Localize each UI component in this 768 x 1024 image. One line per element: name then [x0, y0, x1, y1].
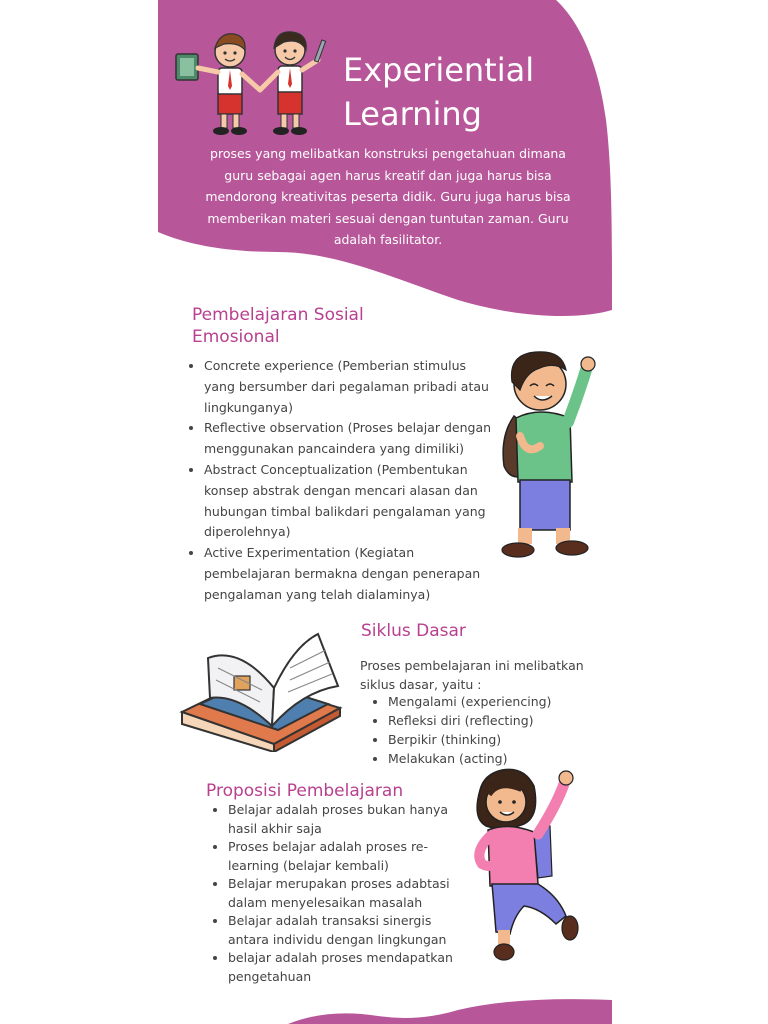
- list-item: • Refleksi diri (reflecting): [388, 711, 612, 730]
- open-book-illustration: [178, 628, 348, 752]
- infographic-page: [158, 0, 612, 1024]
- list-item: • belajar adalah proses mendapatkan pengetahuan: [228, 949, 458, 986]
- jumping-girl-illustration: [468, 766, 598, 966]
- title-line-1: Experiential: [343, 51, 535, 89]
- list-item: • Proses belajar adalah proses re-learning (belajar kembali): [228, 838, 458, 875]
- title-line-2: Learning: [343, 95, 482, 133]
- siklus-dasar-intro: Proses pembelajaran ini melibatkan siklus dasar, yaitu :: [360, 658, 584, 692]
- siklus-dasar-list: [366, 692, 612, 768]
- list-item: • Reflective observation (Proses belajar dengan menggunakan pancaindera yang dimiliki): [204, 418, 494, 460]
- students-illustration: [172, 28, 332, 140]
- sosial-emosional-list: [182, 356, 494, 606]
- intro-paragraph: proses yang melibatkan konstruksi pengetahuan dimana guru sebagai agen harus kreatif dan juga harus bisa mendorong kreativitas peserta didik. Guru juga harus bisa memberikan materi sesuai dengan tuntutan zaman. Guru adalah fasilitator.: [205, 146, 571, 247]
- list-item: • Belajar adalah transaksi sinergis antara individu dengan lingkungan: [228, 912, 458, 949]
- list-item: • Abstract Conceptualization (Pembentukan konsep abstrak dengan mencari alasan dan hubungan timbal balikdari pengalaman yang diperolehnya): [204, 460, 494, 543]
- section-title-sosial-emosional: Pembelajaran Sosial Emosional: [192, 305, 364, 347]
- list-item: • Berpikir (thinking): [388, 730, 612, 749]
- list-item: • Concrete experience (Pemberian stimulus yang bersumber dari pegalaman pribadi atau lingkunganya): [204, 356, 494, 418]
- page-title: [343, 48, 534, 136]
- list-item: • Active Experimentation (Kegiatan pembelajaran bermakna dengan penerapan pengalaman yang telah dialaminya): [204, 543, 494, 605]
- footer-background-shape: [158, 994, 612, 1024]
- waving-boy-illustration: [496, 346, 596, 560]
- section-title-siklus-dasar: Siklus Dasar: [361, 621, 466, 641]
- proposisi-list: [206, 801, 458, 986]
- list-item: • Belajar merupakan proses adabtasi dalam menyelesaikan masalah: [228, 875, 458, 912]
- list-item: • Mengalami (experiencing): [388, 692, 612, 711]
- section-title-proposisi: Proposisi Pembelajaran: [206, 781, 404, 801]
- list-item: • Belajar adalah proses bukan hanya hasil akhir saja: [228, 801, 458, 838]
- list-item: • Melakukan (acting): [388, 749, 612, 768]
